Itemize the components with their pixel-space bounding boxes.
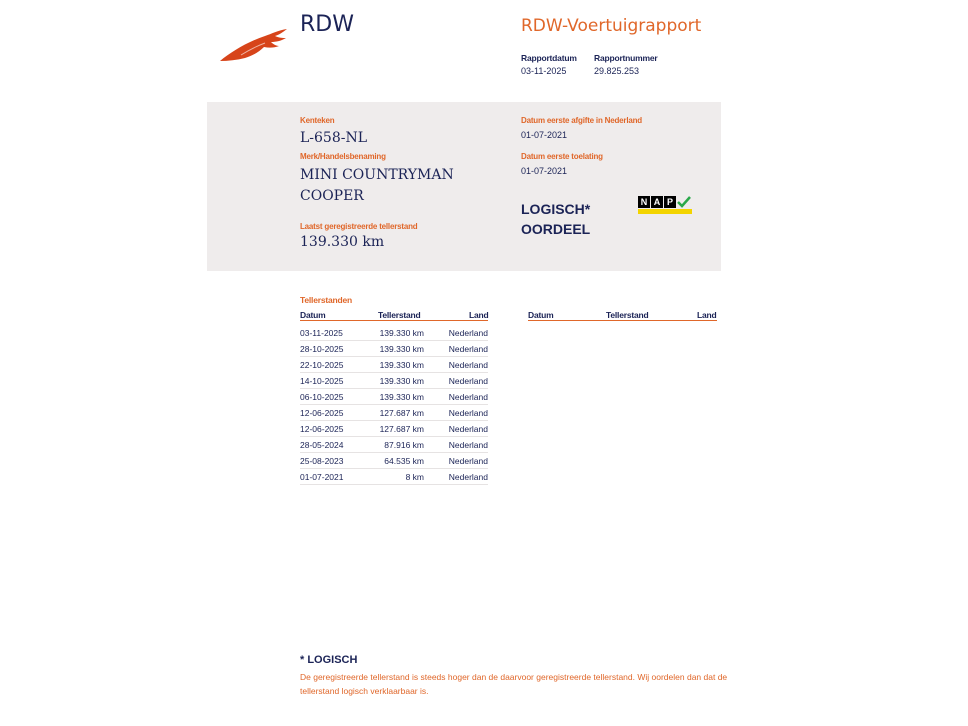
col-header-land: Land bbox=[469, 310, 489, 320]
org-name: RDW bbox=[300, 12, 354, 37]
right-col-header-land: Land bbox=[697, 310, 717, 320]
oordeel-line2: OORDEEL bbox=[521, 221, 591, 237]
row-land: Nederland bbox=[448, 376, 488, 386]
row-datum: 03-11-2025 bbox=[300, 328, 343, 338]
nap-letter-n: N bbox=[638, 196, 650, 208]
right-col-header-datum: Datum bbox=[528, 310, 554, 320]
table-row bbox=[300, 340, 488, 357]
col-header-datum: Datum bbox=[300, 310, 326, 320]
table-row bbox=[300, 436, 488, 453]
nap-logo bbox=[638, 196, 694, 218]
table-row bbox=[300, 372, 488, 389]
rapportnummer-value: 29.825.253 bbox=[594, 66, 640, 76]
row-land: Nederland bbox=[448, 392, 488, 402]
row-land: Nederland bbox=[448, 344, 488, 354]
row-tellerstand: 87.916 km bbox=[384, 440, 424, 450]
afgifte-value: 01-07-2021 bbox=[521, 130, 568, 140]
row-land: Nederland bbox=[448, 424, 488, 434]
row-tellerstand: 139.330 km bbox=[379, 360, 424, 370]
toelating-value: 01-07-2021 bbox=[521, 166, 568, 176]
row-land: Nederland bbox=[448, 360, 488, 370]
rdw-logo-icon bbox=[219, 26, 289, 66]
row-land: Nederland bbox=[448, 408, 488, 418]
tellerstand-label: Laatst geregistreerde tellerstand bbox=[300, 222, 418, 231]
row-datum: 14-10-2025 bbox=[300, 376, 344, 386]
rapportdatum-label: Rapportdatum bbox=[521, 53, 577, 63]
table-header-rule bbox=[300, 320, 488, 321]
col-header-tellerstand: Tellerstand bbox=[378, 310, 421, 320]
nap-letter-a: A bbox=[651, 196, 663, 208]
footnote-text: De geregistreerde tellerstand is steeds hoger dan de daarvoor geregistreerde tellerstand. Wij oordelen dan dat de tellerstand logisch verklaarbaar is. bbox=[300, 672, 728, 696]
kenteken-label: Kenteken bbox=[300, 116, 335, 125]
row-tellerstand: 127.687 km bbox=[379, 408, 424, 418]
rapportdatum-value: 03-11-2025 bbox=[521, 66, 567, 76]
nap-check-icon bbox=[676, 196, 692, 209]
table-row bbox=[300, 324, 488, 341]
row-land: Nederland bbox=[448, 328, 488, 338]
row-datum: 12-06-2025 bbox=[300, 424, 344, 434]
tellerstanden-title: Tellerstanden bbox=[300, 295, 353, 305]
table-row bbox=[300, 452, 488, 469]
row-tellerstand: 127.687 km bbox=[379, 424, 424, 434]
right-col-header-tellerstand: Tellerstand bbox=[606, 310, 649, 320]
merk-value-line1: MINI COUNTRYMAN bbox=[300, 167, 454, 183]
kenteken-value: L-658-NL bbox=[300, 130, 368, 146]
vehicle-summary-band bbox=[207, 102, 721, 271]
table-row bbox=[300, 468, 488, 485]
oordeel-line1: LOGISCH* bbox=[521, 201, 591, 217]
toelating-label: Datum eerste toelating bbox=[521, 152, 603, 161]
row-land: Nederland bbox=[448, 472, 488, 482]
oordeel-verdict bbox=[521, 199, 590, 239]
band-corner-notch bbox=[207, 259, 263, 273]
row-datum: 25-08-2023 bbox=[300, 456, 344, 466]
row-datum: 28-05-2024 bbox=[300, 440, 344, 450]
afgifte-label: Datum eerste afgifte in Nederland bbox=[521, 116, 642, 125]
row-datum: 22-10-2025 bbox=[300, 360, 344, 370]
row-datum: 12-06-2025 bbox=[300, 408, 344, 418]
table-row bbox=[300, 356, 488, 373]
row-tellerstand: 139.330 km bbox=[379, 376, 424, 386]
row-tellerstand: 139.330 km bbox=[379, 392, 424, 402]
row-land: Nederland bbox=[448, 456, 488, 466]
rapportnummer-label: Rapportnummer bbox=[594, 53, 658, 63]
row-datum: 01-07-2021 bbox=[300, 472, 344, 482]
right-table-header-rule bbox=[528, 320, 717, 321]
report-title: RDW-Voertuigrapport bbox=[521, 16, 702, 36]
tellerstand-value: 139.330 km bbox=[300, 234, 385, 250]
table-row bbox=[300, 420, 488, 437]
row-land: Nederland bbox=[448, 440, 488, 450]
merk-value-line2: COOPER bbox=[300, 188, 364, 204]
merk-label: Merk/Handelsbenaming bbox=[300, 152, 386, 161]
row-datum: 06-10-2025 bbox=[300, 392, 344, 402]
row-tellerstand: 8 km bbox=[405, 472, 424, 482]
row-tellerstand: 139.330 km bbox=[379, 328, 424, 338]
row-tellerstand: 64.535 km bbox=[384, 456, 424, 466]
row-datum: 28-10-2025 bbox=[300, 344, 344, 354]
table-row bbox=[300, 404, 488, 421]
footnote-title: * LOGISCH bbox=[300, 654, 358, 666]
nap-yellow-bar bbox=[638, 209, 692, 214]
row-tellerstand: 139.330 km bbox=[379, 344, 424, 354]
table-row bbox=[300, 388, 488, 405]
nap-letter-p: P bbox=[664, 196, 676, 208]
